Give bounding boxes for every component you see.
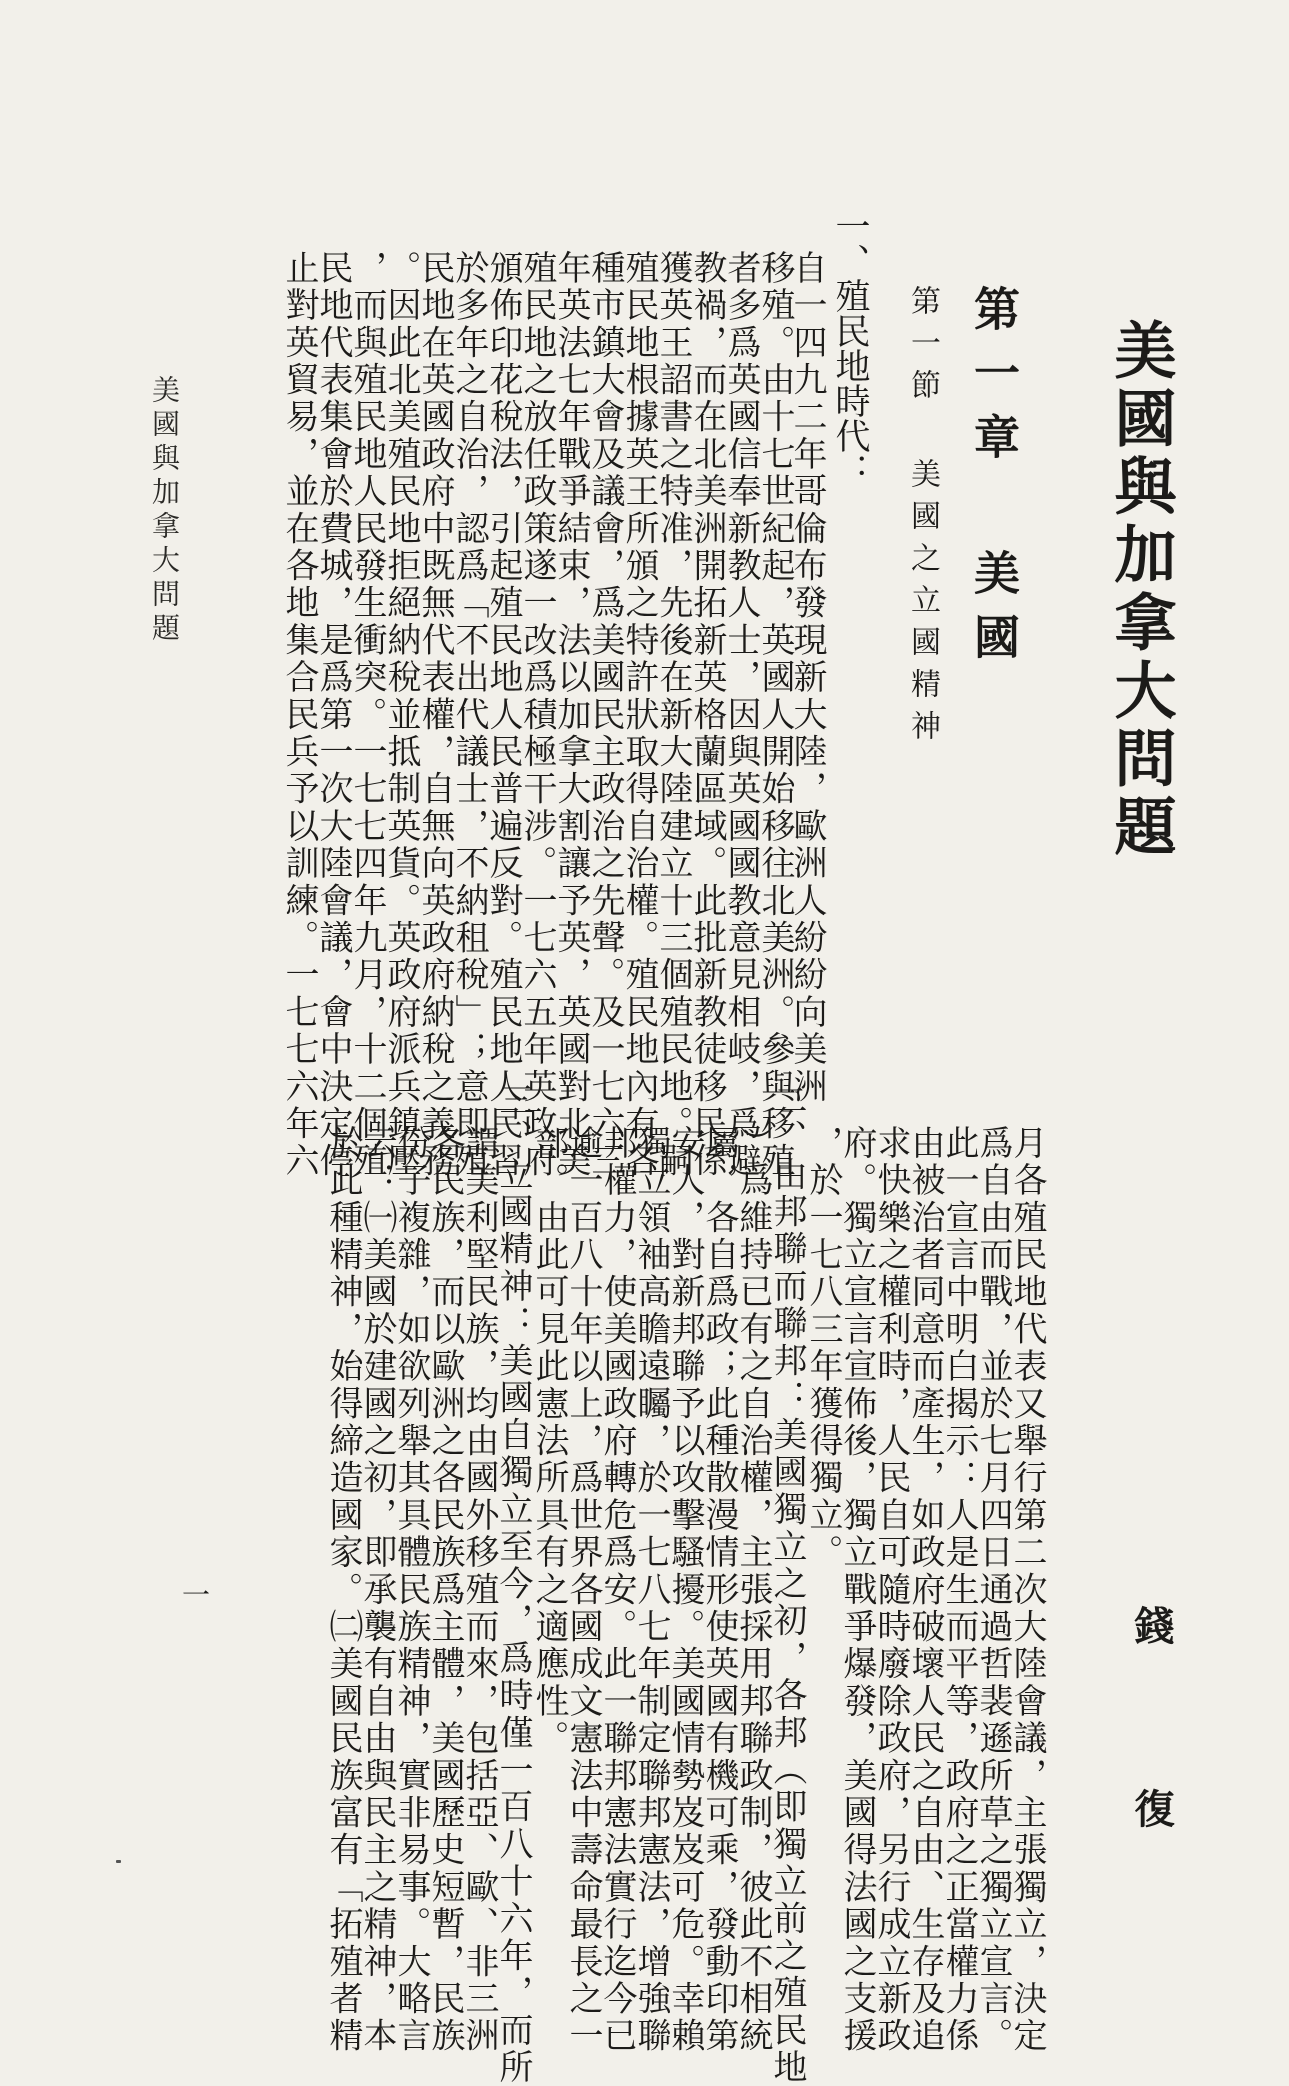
text-column: 逾一百八十年以上，爲世界各國成文憲法中壽命最長之一 bbox=[563, 1125, 603, 2055]
text-column: 份子複雜，如欲列舉其具體民族精神，實非易事。大略言 bbox=[391, 1125, 431, 2055]
text-column: 移殖。由十七世紀起，英國人開始移往北美洲。參與移殖 bbox=[755, 250, 795, 1180]
text-column: 二、由邦聯而聯邦：美國獨立之初，各邦（即獨立前之殖民地 bbox=[767, 1082, 807, 2086]
text-column: 云：㈠美國於建國之初，即承襲有自由與民主之精神，本 bbox=[357, 1125, 397, 2055]
text-column: 於多年之自治，認爲「不出代議士，不納租稅」；意即殖 bbox=[449, 250, 489, 1180]
text-column: 民地在英國政府中既無代表權，自無向英政府納稅之義務 bbox=[415, 250, 455, 1180]
section-heading-1: 一、殖民地時代： bbox=[830, 208, 870, 488]
text-column: 年英法七年戰爭結束，法以加拿大割讓予英，英國對北美 bbox=[551, 250, 591, 1180]
text-column: 。因此北美殖民地拒絕納稅並抵制英貨。英政府派兵鎮壓 bbox=[381, 250, 421, 1180]
text-column: 獲英王詔書之特准，先後在新大陸建立十三個殖民地。嗣 bbox=[653, 250, 693, 1180]
text-column: 種市鎮大會及議會，爲美國民主政治之先聲。及一七六三 bbox=[585, 250, 625, 1180]
text-column: ，而與殖民地人民發生衝突。一七七四年九月，十二個殖 bbox=[347, 250, 387, 1180]
text-column: 部。由此可見此憲法所具有之適應性。 bbox=[529, 1125, 569, 1758]
text-column: 殖民地之放任政策遂一改爲積極干涉。一七六五年英政府 bbox=[517, 250, 557, 1180]
text-column: 爲自由而戰，並於七月四日通過哲裴遜所草之獨立宣言。 bbox=[973, 1125, 1013, 2055]
text-column: 殖民地根據英王所頒之特許狀取得自治權。殖民地內有各 bbox=[619, 250, 659, 1180]
text-column: 各民族，而以歐洲之各民族爲主體，美國歷史短暫，民族 bbox=[425, 1125, 465, 2055]
chapter-title: 第一章 美國 bbox=[967, 285, 1021, 677]
text-column: 三、立國精神：美國自獨立至今，爲時僅一百八十六年，而所 bbox=[493, 1082, 533, 2086]
text-column: 邦權力，使美國政府轉危爲安。此一聯邦憲法實行迄今已 bbox=[597, 1125, 637, 2055]
text-column: 頒佈印花稅法，引起殖民地人民普遍反對。殖民地人民習 bbox=[483, 250, 523, 1180]
text-column: 教禍，而在北美洲開拓新英格蘭區域。此批新教徒移民係 bbox=[687, 250, 727, 1180]
text-column: ，於一七八三年獲得獨立。 bbox=[803, 1125, 843, 1572]
text-column: 於此種精神，始得締造國家。㈡美國民族富有「拓殖者精 bbox=[323, 1125, 363, 2055]
text-column: 由被治者同意而產生，如政府破壞人民之自由、生存及追 bbox=[905, 1125, 945, 2055]
text-column: 謂美利堅民族，均由國外移殖而來，包括亞、歐、非三洲 bbox=[459, 1125, 499, 2055]
author-name: 錢 復 bbox=[1128, 1605, 1175, 1876]
text-column: 自一四九二年哥倫布發現新大陸，歐洲人紛紛向美洲 bbox=[787, 250, 827, 1106]
text-column: 獨立領袖高瞻遠矚，於一七八七年制定聯邦憲法，增強聯 bbox=[631, 1125, 671, 2055]
text-column: 者多爲英國信奉新教人士，因與英國國教意見相岐，爲避 bbox=[721, 250, 761, 1180]
text-column: 屬，各自爲政；此種散漫情形使英國有機可乘，發動印第 bbox=[699, 1125, 739, 2055]
text-column: 府。獨立宣言宣佈後，獨立戰爭爆發，美國得法國之支援 bbox=[837, 1125, 877, 2055]
article-title: 美國與加拿大問題 bbox=[1104, 318, 1177, 862]
text-column: 止對英貿易，並在各地集合民兵予以訓練。一七七六年六 bbox=[279, 250, 319, 1180]
text-column: 求快樂之權利時，人民自可隨時廢除政府，另行成立新政 bbox=[871, 1125, 911, 2055]
running-head: 美國與加拿大問題 bbox=[148, 375, 181, 647]
section-title: 第一節 美國之立國精神 bbox=[905, 285, 940, 752]
ink-speck bbox=[116, 1860, 121, 1863]
text-column: 此一宣言中明白揭示：人是生而平等，政府之正當權力係 bbox=[939, 1125, 979, 2055]
text-column: 月各殖民地代表又舉行第二次大陸會議，主張獨立，決定 bbox=[1007, 1125, 1047, 2055]
page-number: 一 bbox=[178, 1580, 211, 1608]
text-column: 民地代表集會於費城，是爲第一次大陸會議，會中決定停 bbox=[313, 250, 353, 1180]
text-column: 安人，對新邦聯予以攻擊騷擾。美國情勢岌岌可危。幸賴 bbox=[665, 1125, 705, 2055]
text-column: ）爲維持已有之自治權，主張採用邦聯政制，彼此不相統 bbox=[733, 1125, 773, 2055]
